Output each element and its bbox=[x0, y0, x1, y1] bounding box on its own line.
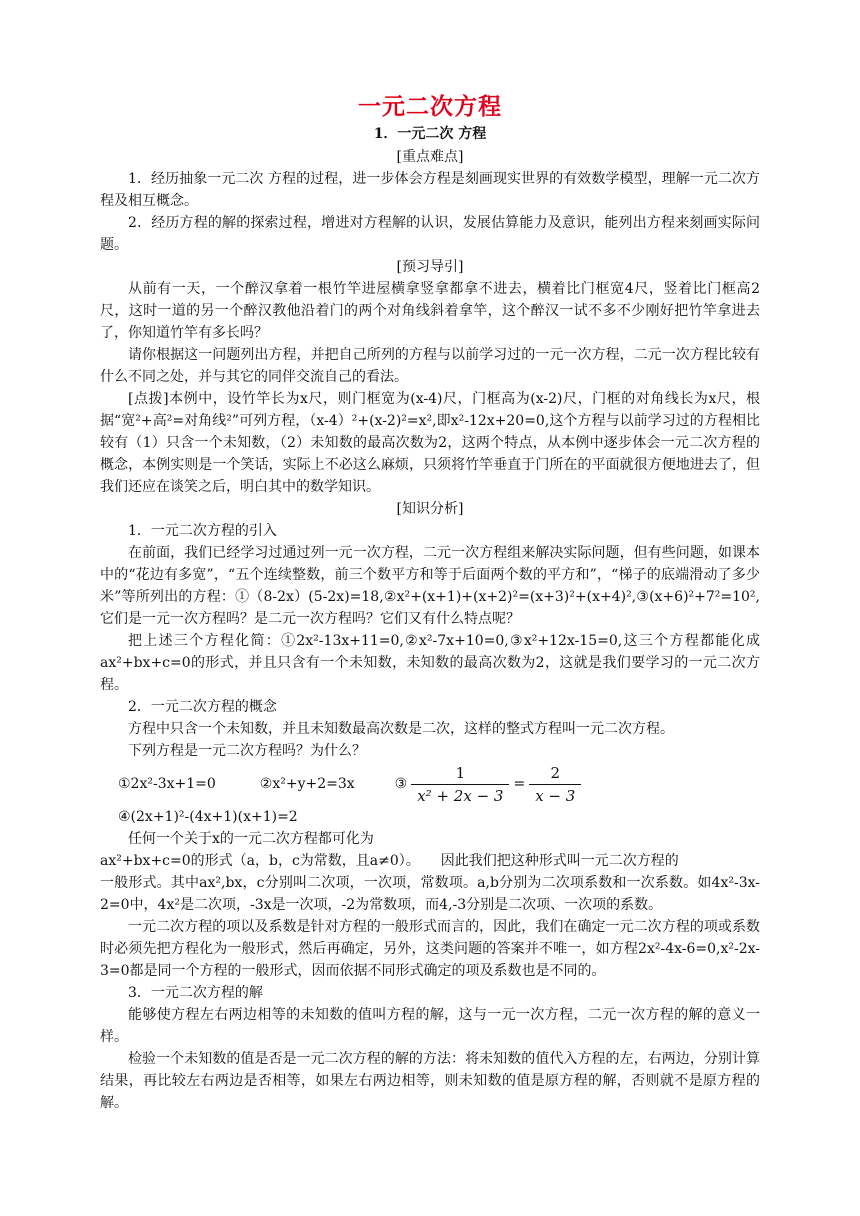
subsection-heading: 2．一元二次方程的概念 bbox=[128, 699, 277, 715]
key-points-heading: [重点难点] bbox=[396, 149, 464, 165]
document-title: 一元二次方程 bbox=[358, 94, 502, 120]
exercise-item-4: ④(2x+1)²-(4x+1)(x+1)=2 bbox=[118, 809, 298, 825]
paragraph: 一元二次方程的项以及系数是针对方程的一般形式而言的，因此，我们在确定一元二次方程的项或系数时必须先把方程化为一般形式，然后再确定，另外，这类问题的答案并不唯一，如方程2x²-4x-6=0,x²-2x-3=0都是同一个方程的一般形式，因而依据不同形式确定的项及系数也是不同的。 bbox=[100, 919, 760, 979]
section-subtitle: 1．一元二次 方程 bbox=[373, 126, 487, 142]
fraction-right bbox=[529, 762, 581, 807]
exercise-item-2: ②x²+y+2=3x bbox=[259, 776, 355, 792]
paragraph: 方程中只含一个未知数，并且未知数最高次数是二次，这样的整式方程叫一元二次方程。 bbox=[128, 721, 674, 737]
document-page bbox=[100, 88, 760, 1114]
subsection-heading: 1．一元二次方程的引入 bbox=[128, 523, 277, 539]
paragraph: 下列方程是一元二次方程吗？为什么？ bbox=[128, 743, 366, 759]
exercise-row bbox=[100, 762, 760, 806]
subsection-heading: 3．一元二次方程的解 bbox=[128, 985, 263, 1001]
paragraph: 请你根据这一问题列出方程，并把自己所列的方程与以前学习过的一元一次方程，二元一次方程比较有什么不同之处，并与其它的同伴交流自己的看法。 bbox=[100, 347, 760, 385]
fraction-numerator: 2 bbox=[550, 763, 561, 782]
paragraph: 在前面，我们已经学习过通过列一元一次方程，二元一次方程组来解决实际问题，但有些问题，如课本中的“花边有多宽”，“五个连续整数，前三个数平方和等于后面两个数的平方和”，“梯子的底端滑动了多少米”等所列出的方程：①（8-2x）(5-2x)=18,②x²+(x+1)+(x+2)²=(x+3)²+(x+4)²,③(x+6)²+7²=10²,它们是一元一次方程吗？是二元一次方程吗？它们又有什么特点呢？ bbox=[100, 545, 760, 627]
paragraph: 能够使方程左右两边相等的未知数的值叫方程的解，这与一元一次方程，二元一次方程的解的意义一样。 bbox=[100, 1007, 760, 1045]
fraction-numerator: 1 bbox=[455, 763, 466, 782]
exercise-item-3-prefix: ③ bbox=[394, 776, 408, 792]
paragraph: 任何一个关于x的一元二次方程都可化为 bbox=[128, 831, 374, 847]
fraction-denominator: x − 3 bbox=[529, 784, 581, 807]
analysis-heading: [知识分析] bbox=[396, 501, 464, 517]
paragraph: 2．经历方程的解的探索过程，增进对方程解的认识，发展估算能力及意识，能列出方程来刻画实际问题。 bbox=[100, 215, 760, 253]
paragraph: ax²+bx+c=0的形式（a，b，c为常数，且a≠0）。 因此我们把这种形式叫一元二次方程的 bbox=[100, 853, 679, 869]
fraction-denominator: x² + 2x − 3 bbox=[411, 784, 509, 807]
paragraph: 1．经历抽象一元二次 方程的过程，进一步体会方程是刻画现实世界的有效数学模型，理解一元二次方程及相互概念。 bbox=[100, 171, 760, 209]
paragraph: 一般形式。其中ax²,bx，c分别叫二次项，一次项，常数项。a,b分别为二次项系数和一次系数。如4x²-3x-2=0中，4x²是二次项，-3x是一次项，-2为常数项，而4,-3分别是二次项、一次项的系数。 bbox=[100, 875, 760, 913]
equals-sign: = bbox=[513, 776, 526, 792]
paragraph: 把上述三个方程化简：①2x²-13x+11=0,②x²-7x+10=0,③x²+12x-15=0,这三个方程都能化成ax²+bx+c=0的形式，并且只含有一个未知数，未知数的最高次数为2，这就是我们要学习的一元二次方程。 bbox=[100, 633, 760, 693]
paragraph: 检验一个未知数的值是否是一元二次方程的解的方法：将未知数的值代入方程的左，右两边，分别计算结果，再比较左右两边是否相等，如果左右两边相等，则未知数的值是原方程的解，否则就不是原方程的解。 bbox=[100, 1051, 760, 1111]
paragraph: [点拨]本例中，设竹竿长为x尺，则门框宽为(x-4)尺，门框高为(x-2)尺，门框的对角线长为x尺，根据“宽²+高²=对角线²”可列方程，（x-4）²+(x-2)²=x²,即x²-12x+20=0,这个方程与以前学习过的方程相比较有（1）只含一个未知数，（2）未知数的最高次数为2，这两个特点，从本例中逐步体会一元二次方程的概念，本例实则是一个笑话，实际上不必这么麻烦，只须将竹竿垂直于门所在的平面就很方便地进去了，但我们还应在谈笑之后，明白其中的数学知识。 bbox=[100, 391, 760, 495]
exercise-item-1: ①2x²-3x+1=0 bbox=[118, 776, 216, 792]
paragraph: 从前有一天，一个醉汉拿着一根竹竿进屋横拿竖拿都拿不进去，横着比门框宽4尺，竖着比门框高2尺，这时一道的另一个醉汉教他沿着门的两个对角线斜着拿竿，这个醉汉一试不多不少刚好把竹竿拿进去了，你知道竹竿有多长吗？ bbox=[100, 281, 760, 341]
fraction-left bbox=[411, 762, 509, 807]
preview-heading: [预习导引] bbox=[396, 259, 464, 275]
